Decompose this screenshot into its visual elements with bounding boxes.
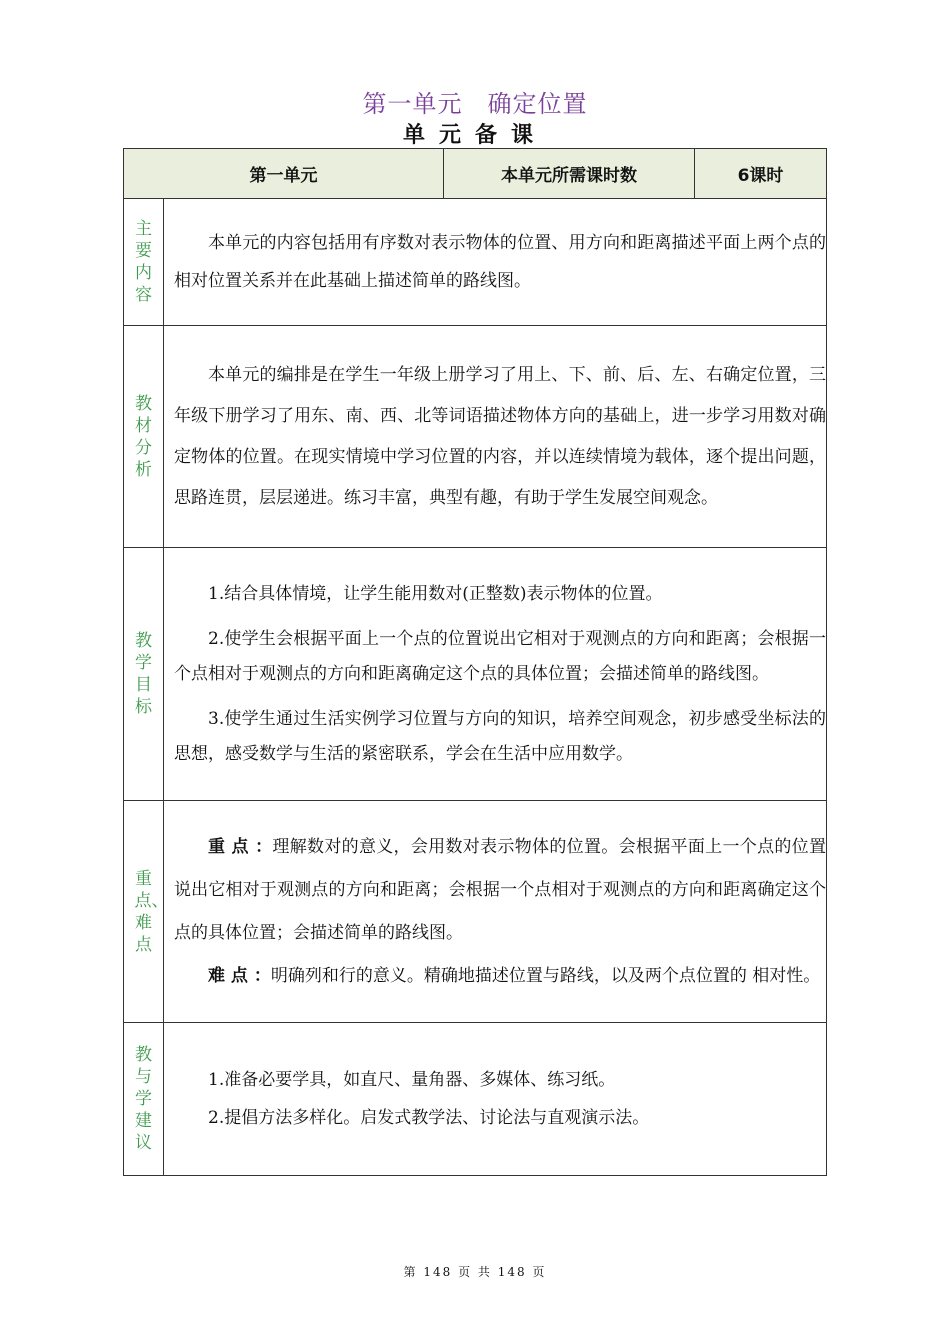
goal-item: 3.使学生通过生活实例学习位置与方向的知识，培养空间观念，初步感受坐标法的思想，感受数学与生活的紧密联系，学会在生活中应用数学。 — [174, 708, 826, 764]
goal-item: 1.结合具体情境，让学生能用数对(正整数)表示物体的位置。 — [208, 583, 663, 604]
goal-item: 2.使学生会根据平面上一个点的位置说出它相对于观测点的方向和距离；会根据一个点相对于观测点的方向和距离确定这个点的具体位置；会描述简单的路线图。 — [174, 628, 826, 684]
header-row — [124, 149, 827, 199]
difficult-point: 难 点 ：明确列和行的意义。精确地描述位置与路线，以及两个点位置的 相对性。 — [208, 965, 821, 986]
section-text — [164, 326, 827, 548]
page-footer: 第 148 页 共 148 页 — [403, 1265, 547, 1279]
page-subtitle: 单元备课 — [402, 123, 547, 148]
analysis-paragraph: 本单元的编排是在学生一年级上册学习了用上、下、前、后、左、右确定位置，三年级下册学习了用东、南、西、北等词语描述物体方向的基础上，进一步学习用数对确定物体的位置。在现实情境中学习位置的内容，并以连续情境为载体，逐个提出问题，思路连贯，层层递进。练习丰富，典型有趣，有助于学生发展空间观念。 — [174, 364, 826, 508]
content-paragraph: 本单元的内容包括用有序数对表示物体的位置、用方向和距离描述平面上两个点的相对位置关系并在此基础上描述简单的路线图。 — [174, 233, 826, 291]
section-label: 主要内容 — [124, 199, 164, 326]
section-analysis-row — [124, 326, 827, 548]
section-text — [164, 801, 827, 1023]
section-label: 教与学建议 — [124, 1023, 164, 1176]
section-text — [164, 199, 827, 326]
section-text — [164, 548, 827, 801]
section-label: 教学目标 — [124, 548, 164, 801]
section-keypoints-row — [124, 801, 827, 1023]
lesson-plan-table — [123, 148, 827, 1176]
unit-cell: 第一单元 — [124, 149, 444, 199]
section-content-row — [124, 199, 827, 326]
section-label: 重点、难点 — [124, 801, 164, 1023]
hours-label-cell: 本单元所需课时数 — [444, 149, 695, 199]
section-label: 教材分析 — [124, 326, 164, 548]
section-goals-row — [124, 548, 827, 801]
hours-value-cell: 6课时 — [695, 149, 827, 199]
suggestion-item: 2.提倡方法多样化。启发式教学法、讨论法与直观演示法。 — [208, 1108, 650, 1128]
page-title: 第一单元 确定位置 — [362, 90, 588, 118]
key-point: 重 点 ：理解数对的意义，会用数对表示物体的位置。会根据平面上一个点的位置说出它相对于观测点的方向和距离；会根据一个点相对于观测点的方向和距离确定这个点的具体位置；会描述简单的路线图。 — [174, 836, 826, 943]
section-suggestions-row — [124, 1023, 827, 1176]
section-text — [164, 1023, 827, 1176]
suggestion-item: 1.准备必要学具，如直尺、量角器、多媒体、练习纸。 — [208, 1070, 616, 1090]
